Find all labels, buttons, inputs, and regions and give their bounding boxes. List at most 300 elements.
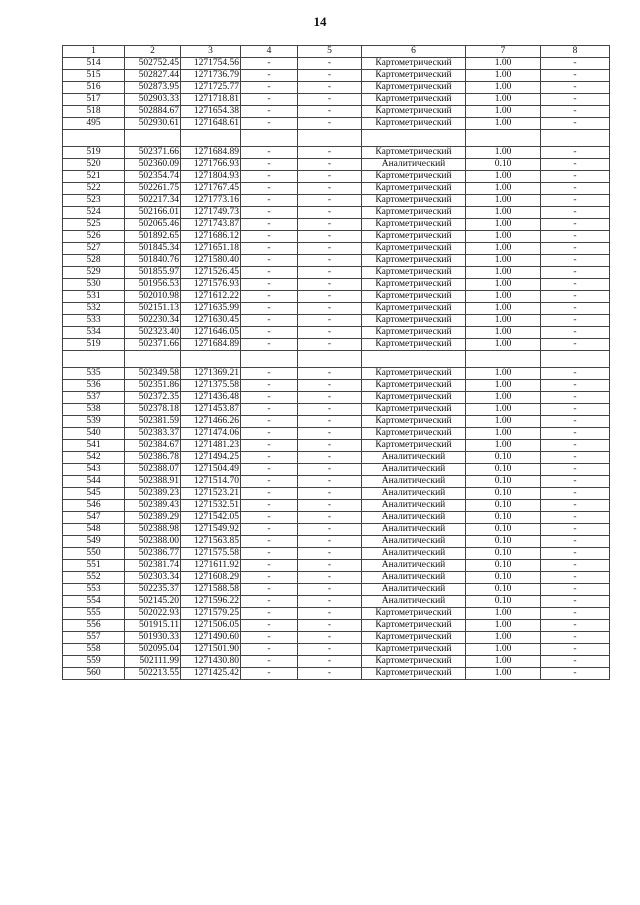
table-cell: 534 [63, 327, 125, 339]
table-cell: 546 [63, 500, 125, 512]
table-cell: 1271490.60 [181, 632, 241, 644]
table-cell: 1.00 [466, 147, 541, 159]
table-cell: - [241, 656, 298, 668]
table-cell: - [298, 656, 362, 668]
table-cell: 502389.43 [125, 500, 181, 512]
table-cell: 502354.74 [125, 171, 181, 183]
column-header: 2 [125, 46, 181, 58]
table-cell: - [298, 58, 362, 70]
table-cell: - [541, 560, 610, 572]
table-cell: - [298, 668, 362, 680]
table-cell: 528 [63, 255, 125, 267]
empty-cell [181, 351, 241, 368]
table-cell: - [298, 404, 362, 416]
table-cell: - [241, 488, 298, 500]
table-row [63, 620, 610, 632]
table-cell: 0.10 [466, 512, 541, 524]
table-cell: 1.00 [466, 656, 541, 668]
table-cell: - [298, 315, 362, 327]
table-cell: - [241, 231, 298, 243]
table-cell: 1.00 [466, 195, 541, 207]
table-cell: - [541, 428, 610, 440]
table-cell: 552 [63, 572, 125, 584]
table-cell: Картометрический [362, 303, 466, 315]
table-cell: - [298, 327, 362, 339]
table-cell: 502065.46 [125, 219, 181, 231]
table-cell: 501930.33 [125, 632, 181, 644]
table-cell: Картометрический [362, 70, 466, 82]
table-cell: Картометрический [362, 207, 466, 219]
table-cell: 554 [63, 596, 125, 608]
table-cell: - [241, 327, 298, 339]
table-cell: 1271453.87 [181, 404, 241, 416]
table-cell: 502303.34 [125, 572, 181, 584]
table-cell: - [241, 572, 298, 584]
table-cell: 1.00 [466, 668, 541, 680]
table-cell: - [541, 327, 610, 339]
table-cell: - [298, 644, 362, 656]
table-cell: - [298, 291, 362, 303]
table-cell: 1271549.92 [181, 524, 241, 536]
table-cell: 502323.40 [125, 327, 181, 339]
empty-cell [63, 351, 125, 368]
table-cell: - [541, 255, 610, 267]
table-cell: Картометрический [362, 380, 466, 392]
table-cell: 1271743.87 [181, 219, 241, 231]
table-cell: 527 [63, 243, 125, 255]
table-cell: 502752.45 [125, 58, 181, 70]
table-cell: Картометрический [362, 58, 466, 70]
table-cell: 522 [63, 183, 125, 195]
section-separator-row [63, 130, 610, 147]
table-cell: - [241, 596, 298, 608]
table-cell: 1271563.85 [181, 536, 241, 548]
table-cell: - [241, 632, 298, 644]
table-cell: 1.00 [466, 219, 541, 231]
table-cell: - [541, 291, 610, 303]
table-cell: 1.00 [466, 231, 541, 243]
table-cell: 531 [63, 291, 125, 303]
table-cell: - [298, 147, 362, 159]
table-row [63, 231, 610, 243]
table-cell: 502884.67 [125, 106, 181, 118]
table-cell: 1.00 [466, 620, 541, 632]
table-cell: - [541, 106, 610, 118]
table-cell: 1.00 [466, 279, 541, 291]
table-row [63, 315, 610, 327]
table-cell: 1271630.45 [181, 315, 241, 327]
table-cell: 502873.95 [125, 82, 181, 94]
table-cell: 1271494.25 [181, 452, 241, 464]
table-cell: 1271646.05 [181, 327, 241, 339]
table-cell: 1271474.06 [181, 428, 241, 440]
table-cell: - [241, 476, 298, 488]
table-row [63, 159, 610, 171]
table-cell: - [241, 560, 298, 572]
table-row [63, 147, 610, 159]
table-row [63, 668, 610, 680]
table-cell: - [541, 452, 610, 464]
table-cell: Аналитический [362, 488, 466, 500]
empty-cell [298, 351, 362, 368]
table-cell: - [298, 380, 362, 392]
table-cell: 559 [63, 656, 125, 668]
table-cell: 502151.13 [125, 303, 181, 315]
table-cell: 502383.37 [125, 428, 181, 440]
table-cell: 1271651.18 [181, 243, 241, 255]
table-cell: - [241, 291, 298, 303]
table-cell: - [541, 620, 610, 632]
table-cell: 1271648.61 [181, 118, 241, 130]
table-cell: - [541, 171, 610, 183]
table-cell: - [241, 428, 298, 440]
table-cell: - [541, 195, 610, 207]
table-cell: 502827.44 [125, 70, 181, 82]
table-cell: 502389.23 [125, 488, 181, 500]
table-cell: - [241, 118, 298, 130]
table-cell: - [541, 279, 610, 291]
table-cell: 502166.01 [125, 207, 181, 219]
table-row [63, 452, 610, 464]
table-cell: 1.00 [466, 171, 541, 183]
table-cell: 532 [63, 303, 125, 315]
table-cell: - [541, 207, 610, 219]
table-cell: - [241, 404, 298, 416]
table-cell: - [298, 560, 362, 572]
table-cell: 501840.76 [125, 255, 181, 267]
table-cell: 502388.00 [125, 536, 181, 548]
table-cell: 1271718.81 [181, 94, 241, 106]
table-cell: - [298, 416, 362, 428]
table-cell: - [298, 500, 362, 512]
table-cell: 1271504.49 [181, 464, 241, 476]
table-cell: 549 [63, 536, 125, 548]
table-cell: - [298, 536, 362, 548]
table-row [63, 118, 610, 130]
table-cell: 1271773.16 [181, 195, 241, 207]
table-cell: 502903.33 [125, 94, 181, 106]
table-cell: 1.00 [466, 440, 541, 452]
table-cell: - [541, 512, 610, 524]
table-cell: - [241, 548, 298, 560]
table-row [63, 548, 610, 560]
empty-cell [541, 351, 610, 368]
table-cell: 1271580.40 [181, 255, 241, 267]
table-cell: - [541, 488, 610, 500]
table-cell: 515 [63, 70, 125, 82]
table-row [63, 644, 610, 656]
table-cell: Аналитический [362, 572, 466, 584]
table-cell: - [298, 159, 362, 171]
table-cell: - [298, 207, 362, 219]
table-cell: - [541, 94, 610, 106]
table-cell: - [241, 536, 298, 548]
table-cell: - [298, 243, 362, 255]
table-cell: 1271430.80 [181, 656, 241, 668]
table-row [63, 584, 610, 596]
table-cell: Картометрический [362, 620, 466, 632]
table-cell: - [241, 512, 298, 524]
table-cell: 537 [63, 392, 125, 404]
table-cell: 542 [63, 452, 125, 464]
table-cell: 1271375.58 [181, 380, 241, 392]
table-cell: Картометрический [362, 440, 466, 452]
table-row [63, 219, 610, 231]
table-cell: 556 [63, 620, 125, 632]
table-cell: - [298, 82, 362, 94]
table-cell: - [241, 315, 298, 327]
empty-cell [362, 351, 466, 368]
table-cell: 1271654.38 [181, 106, 241, 118]
empty-cell [241, 351, 298, 368]
table-row [63, 183, 610, 195]
table-cell: 502095.04 [125, 644, 181, 656]
table-row [63, 524, 610, 536]
column-header: 7 [466, 46, 541, 58]
table-cell: - [541, 524, 610, 536]
table-cell: Картометрический [362, 171, 466, 183]
table-cell: 1.00 [466, 327, 541, 339]
table-cell: - [298, 303, 362, 315]
table-cell: - [241, 668, 298, 680]
empty-cell [63, 130, 125, 147]
table-cell: 502261.75 [125, 183, 181, 195]
table-cell: - [541, 632, 610, 644]
table-cell: 1.00 [466, 303, 541, 315]
empty-cell [125, 130, 181, 147]
table-cell: Картометрический [362, 243, 466, 255]
table-cell: Картометрический [362, 608, 466, 620]
table-row [63, 70, 610, 82]
table-cell: Аналитический [362, 464, 466, 476]
table-cell: 520 [63, 159, 125, 171]
table-cell: 0.10 [466, 500, 541, 512]
table-cell: 1271523.21 [181, 488, 241, 500]
table-cell: 1271686.12 [181, 231, 241, 243]
table-cell: 1271684.89 [181, 339, 241, 351]
table-cell: 530 [63, 279, 125, 291]
table-row [63, 512, 610, 524]
table-cell: 502378.18 [125, 404, 181, 416]
table-cell: 1271425.42 [181, 668, 241, 680]
table-cell: 502372.35 [125, 392, 181, 404]
table-cell: - [298, 106, 362, 118]
table-cell: 502930.61 [125, 118, 181, 130]
coordinates-table [62, 45, 610, 680]
table-cell: - [241, 255, 298, 267]
table-cell: Картометрический [362, 315, 466, 327]
table-cell: - [298, 476, 362, 488]
table-row [63, 656, 610, 668]
table-cell: 540 [63, 428, 125, 440]
table-cell: - [298, 183, 362, 195]
table-cell: - [241, 58, 298, 70]
table-cell: 1271542.05 [181, 512, 241, 524]
table-cell: 1.00 [466, 368, 541, 380]
table-cell: 1271736.79 [181, 70, 241, 82]
table-cell: 1.00 [466, 58, 541, 70]
table-cell: - [541, 656, 610, 668]
table-cell: Картометрический [362, 668, 466, 680]
table-cell: - [541, 476, 610, 488]
empty-cell [362, 130, 466, 147]
table-cell: 495 [63, 118, 125, 130]
table-cell: - [241, 452, 298, 464]
table-cell: Аналитический [362, 548, 466, 560]
table-cell: 502389.29 [125, 512, 181, 524]
table-cell: 1271611.92 [181, 560, 241, 572]
table-cell: Картометрический [362, 327, 466, 339]
table-row [63, 440, 610, 452]
table-cell: - [241, 380, 298, 392]
table-cell: - [541, 584, 610, 596]
table-cell: - [298, 548, 362, 560]
table-cell: Аналитический [362, 596, 466, 608]
table-cell: 1271466.26 [181, 416, 241, 428]
table-cell: Картометрический [362, 183, 466, 195]
table-row [63, 464, 610, 476]
table-row [63, 536, 610, 548]
table-cell: 0.10 [466, 548, 541, 560]
table-cell: - [298, 219, 362, 231]
table-cell: Картометрический [362, 291, 466, 303]
table-row [63, 476, 610, 488]
table-cell: - [241, 416, 298, 428]
table-cell: 1271588.58 [181, 584, 241, 596]
table-cell: - [541, 315, 610, 327]
table-cell: 517 [63, 94, 125, 106]
table-cell: 0.10 [466, 159, 541, 171]
table-cell: - [541, 644, 610, 656]
table-cell: - [241, 94, 298, 106]
table-cell: - [541, 303, 610, 315]
table-row [63, 416, 610, 428]
table-cell: - [298, 572, 362, 584]
table-cell: 543 [63, 464, 125, 476]
table-cell: 539 [63, 416, 125, 428]
table-cell: - [241, 584, 298, 596]
table-header-row [63, 46, 610, 58]
table-cell: Картометрический [362, 644, 466, 656]
table-cell: - [241, 620, 298, 632]
table-cell: - [541, 536, 610, 548]
table-cell: 1.00 [466, 404, 541, 416]
table-cell: 560 [63, 668, 125, 680]
table-cell: 1271501.90 [181, 644, 241, 656]
table-cell: 1271436.48 [181, 392, 241, 404]
table-cell: - [298, 632, 362, 644]
table-cell: 502145.20 [125, 596, 181, 608]
table-cell: 557 [63, 632, 125, 644]
table-cell: - [298, 339, 362, 351]
table-cell: 1.00 [466, 416, 541, 428]
table-row [63, 488, 610, 500]
table-cell: - [298, 428, 362, 440]
column-header: 8 [541, 46, 610, 58]
table-cell: - [241, 106, 298, 118]
table-cell: 518 [63, 106, 125, 118]
table-cell: 1271749.73 [181, 207, 241, 219]
table-cell: 1271684.89 [181, 147, 241, 159]
table-cell: - [241, 159, 298, 171]
table-row [63, 368, 610, 380]
table-cell: 538 [63, 404, 125, 416]
table-cell: Аналитический [362, 452, 466, 464]
page-number: 14 [313, 14, 327, 29]
table-cell: 545 [63, 488, 125, 500]
table-row [63, 327, 610, 339]
table-cell: Картометрический [362, 339, 466, 351]
table-cell: - [241, 267, 298, 279]
table-cell: - [541, 183, 610, 195]
table-cell: - [241, 440, 298, 452]
table-cell: Картометрический [362, 368, 466, 380]
table-cell: - [241, 608, 298, 620]
table-cell: 501845.34 [125, 243, 181, 255]
column-header: 3 [181, 46, 241, 58]
table-cell: - [298, 231, 362, 243]
table-cell: Картометрический [362, 267, 466, 279]
table-cell: 502386.77 [125, 548, 181, 560]
table-cell: 501892.65 [125, 231, 181, 243]
empty-cell [125, 351, 181, 368]
table-cell: 502351.86 [125, 380, 181, 392]
table-cell: - [298, 584, 362, 596]
table-cell: 1271596.22 [181, 596, 241, 608]
table-row [63, 171, 610, 183]
table-cell: 1.00 [466, 255, 541, 267]
table-cell: 1.00 [466, 380, 541, 392]
table-cell: Картометрический [362, 392, 466, 404]
table-cell: 0.10 [466, 536, 541, 548]
table-cell: - [241, 70, 298, 82]
table-cell: 1271766.93 [181, 159, 241, 171]
table-row [63, 632, 610, 644]
table-cell: 519 [63, 147, 125, 159]
table-cell: 558 [63, 644, 125, 656]
table-cell: - [298, 488, 362, 500]
table-cell: - [298, 608, 362, 620]
table-cell: 502371.66 [125, 147, 181, 159]
table-cell: 1271526.45 [181, 267, 241, 279]
table-cell: - [241, 207, 298, 219]
table-cell: - [241, 195, 298, 207]
table-cell: - [298, 368, 362, 380]
table-cell: 547 [63, 512, 125, 524]
table-cell: - [541, 231, 610, 243]
table-cell: - [298, 171, 362, 183]
table-cell: - [541, 572, 610, 584]
table-row [63, 243, 610, 255]
table-cell: 1.00 [466, 94, 541, 106]
table-cell: - [298, 392, 362, 404]
table-cell: - [541, 82, 610, 94]
table-cell: - [298, 94, 362, 106]
table-cell: Картометрический [362, 195, 466, 207]
table-cell: 1.00 [466, 632, 541, 644]
table-cell: - [241, 524, 298, 536]
table-cell: 516 [63, 82, 125, 94]
table-body [63, 58, 610, 680]
table-row [63, 291, 610, 303]
table-cell: - [241, 147, 298, 159]
empty-cell [466, 130, 541, 147]
table-cell: 0.10 [466, 524, 541, 536]
table-cell: 555 [63, 608, 125, 620]
table-cell: Аналитический [362, 512, 466, 524]
table-cell: - [541, 58, 610, 70]
table-cell: 502360.09 [125, 159, 181, 171]
